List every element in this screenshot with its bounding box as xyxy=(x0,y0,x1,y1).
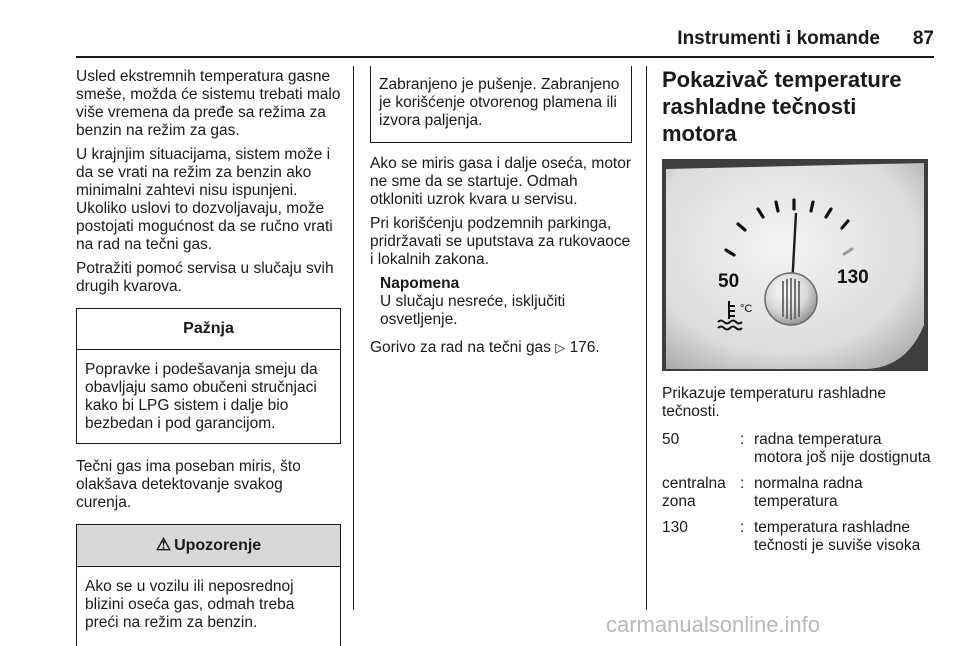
fuel-ref-text: Gorivo za rad na tečni gas xyxy=(370,339,556,356)
paragraph-smell: Tečni gas ima poseban miris, što olakšava detektovanje svakog curenja. xyxy=(76,458,301,511)
warning-triangle-icon: ⚠ xyxy=(155,535,172,554)
gauge-label-min: 50 xyxy=(718,271,740,292)
note-text: U slučaju nesreće, isključiti osvetljenje. xyxy=(380,293,566,328)
right-column xyxy=(662,66,934,555)
legend-description: temperatura rashladne tečnosti je suviše visoka xyxy=(754,519,921,554)
legend-description: normalna radna temperatura xyxy=(754,475,863,510)
warning-text: Ako se u vozilu ili neposrednoj blizini oseća gas, odmah treba preći na režim za benzin. xyxy=(85,578,295,631)
legend-description: radna temperatura motora još nije dostignuta xyxy=(754,431,931,466)
middle-column xyxy=(370,66,632,363)
caution-title: Pažnja xyxy=(77,309,340,350)
section-title: Pokazivač temperature rashladne tečnosti motora xyxy=(662,67,902,146)
gauge-unit: °C xyxy=(740,303,753,315)
gauge-caption: Prikazuje temperaturu rashladne tečnosti. xyxy=(662,385,887,420)
paragraph-fallback: U krajnjim situacijama, sistem može i da se vrati na režim za benzin ako minimalni zahtevi nisu ispunjeni. Ukoliko uslovi to dozvoljavaju, može postojati mogućnost da se ručno vrati na rad na tečni gas. xyxy=(76,146,333,253)
caution-text: Popravke i podešavanja smeju da obavljaju samo obučeni stručnjaci kako bi LPG sistem i dalje bio bezbedan i pod garancijom. xyxy=(85,361,318,432)
watermark: carmanualsonline.info xyxy=(606,612,821,637)
legend-term: centralna zona xyxy=(662,475,726,510)
coolant-gauge-image xyxy=(662,159,928,371)
page-ref-arrow-icon: ▷ xyxy=(555,340,566,355)
legend-separator: : xyxy=(740,519,745,536)
legend-term: 50 xyxy=(662,431,680,448)
column-divider-right xyxy=(646,66,647,610)
legend-separator: : xyxy=(740,431,745,448)
note-block xyxy=(380,275,632,329)
legend-separator: : xyxy=(740,475,745,492)
page-number: 87 xyxy=(912,28,934,49)
legend-list xyxy=(662,431,934,555)
paragraph-do-not-start: Ako se miris gasa i dalje oseća, motor ne sme da se startuje. Odmah otkloniti uzrok kvara u servisu. xyxy=(370,155,632,208)
gauge-face xyxy=(666,163,924,369)
paragraph-temperature: Usled ekstremnih temperatura gasne smeše, možda će sistemu trebati malo više vremena da pređe sa režima za benzin na režim za gas. xyxy=(76,68,341,139)
prohibition-box xyxy=(370,66,632,143)
column-divider-left xyxy=(353,66,354,610)
prohibition-text: Zabranjeno je pušenje. Zabranjeno je korišćenje otvorenog plamena ili izvora paljenja. xyxy=(379,76,620,129)
warning-title: Upozorenje xyxy=(174,537,262,554)
gauge-label-max: 130 xyxy=(837,267,869,288)
warning-title-bar xyxy=(77,525,340,567)
page-header-title: Instrumenti i komande xyxy=(677,28,880,49)
header-rule xyxy=(76,56,934,58)
paragraph-fuel-ref xyxy=(370,339,632,357)
legend-term: 130 xyxy=(662,519,688,536)
note-title: Napomena xyxy=(380,275,460,292)
warning-box xyxy=(76,524,341,646)
paragraph-service: Potražiti pomoć servisa u slučaju svih drugih kvarova. xyxy=(76,260,334,295)
left-column xyxy=(76,68,341,646)
paragraph-parking: Pri korišćenju podzemnih parkinga, pridržavati se uputstava za rukovaoce i lokalnih zakona. xyxy=(370,215,631,268)
caution-box xyxy=(76,308,341,444)
fuel-ref-page-link[interactable]: 176. xyxy=(569,339,600,356)
